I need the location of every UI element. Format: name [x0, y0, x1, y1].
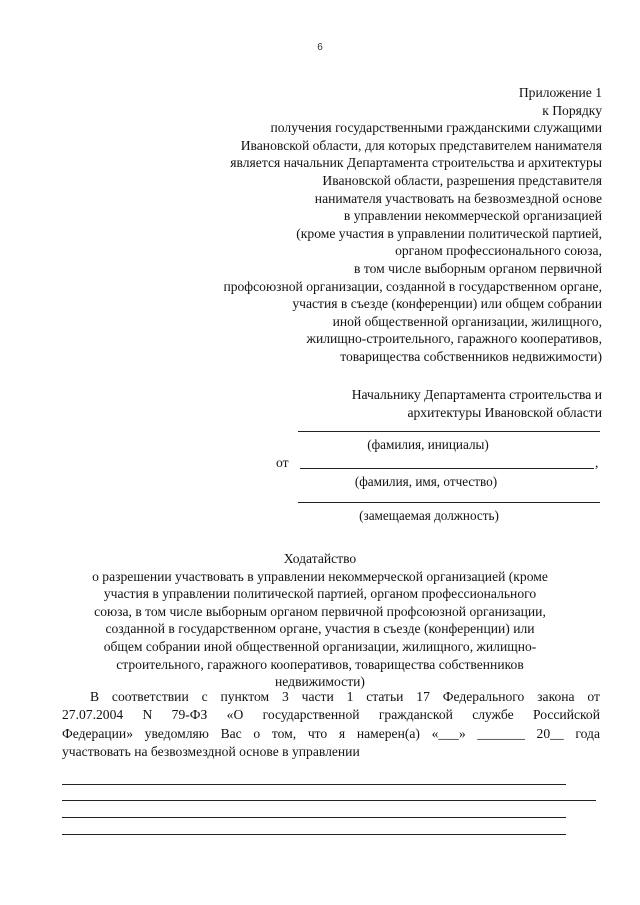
body-line: В соответствии с пунктом 3 части 1 статьи 17 Федерального закона от: [90, 689, 600, 704]
appendix-line: является начальник Департамента строительства и архитектуры: [230, 155, 602, 171]
blank-line-2[interactable]: [62, 800, 596, 801]
appendix-line: товарищества собственников недвижимости): [340, 348, 602, 364]
blank-line-1[interactable]: [62, 784, 566, 785]
body-line: 27.07.2004 N 79-ФЗ «О государственной гражданской службе Российской: [62, 707, 600, 723]
appendix-line: к Порядку: [542, 102, 602, 118]
petition-subtitle-line: союза, в том числе выборным органом первичной профсоюзной организации,: [94, 603, 546, 619]
initials-caption: (фамилия, инициалы): [367, 437, 489, 452]
from-field-line[interactable]: [300, 468, 594, 469]
body-line: участвовать на безвозмездной основе в управлении: [62, 744, 360, 760]
appendix-line: в управлении некоммерческой организацией: [343, 208, 602, 224]
appendix-line: в том числе выборным органом первичной: [354, 260, 602, 276]
petition-subtitle-line: общем собрании иной общественной организации, жилищного, жилищно-: [103, 638, 537, 654]
addressee-block: [182, 386, 602, 422]
appendix-line: профсоюзной организации, созданной в государственном органе,: [223, 278, 602, 294]
appendix-line: Приложение 1: [518, 85, 602, 100]
petition-subtitle-line: созданной в государственном органе, участия в съезде (конференции) или: [105, 621, 535, 637]
appendix-line: Ивановской области, для которых представителем нанимателя: [240, 137, 602, 153]
position-field-line[interactable]: [298, 502, 600, 503]
petition-subtitle-line: недвижимости): [275, 674, 365, 690]
position-caption: (замещаемая должность): [359, 508, 499, 523]
petition-subtitle-line: участия в управлении политической партией, органом профессионального: [103, 586, 537, 602]
addressee-line: Начальнику Департамента строительства и: [351, 387, 602, 402]
appendix-line: участия в съезде (конференции) или общем собрании: [292, 296, 602, 312]
petition-subtitle-line: строительного, гаражного кооперативов, товарищества собственников: [116, 656, 524, 672]
petition-title: Ходатайство: [283, 551, 357, 566]
from-comma: ,: [595, 455, 599, 470]
blank-line-3[interactable]: [62, 817, 566, 818]
page-number: 6: [317, 42, 323, 53]
petition-body: [62, 688, 600, 762]
appendix-line: Ивановской области, разрешения представителя: [322, 172, 602, 188]
initials-field-line[interactable]: [298, 431, 600, 432]
appendix-line: нанимателя участвовать на безвозмездной основе: [314, 190, 602, 206]
petition-title-block: [60, 550, 580, 691]
body-line: Федерации» уведомляю Вас о том, что я намерен(а) «___» _______ 20__ года: [62, 725, 600, 741]
fullname-caption: (фамилия, имя, отчество): [354, 474, 498, 489]
appendix-line: получения государственными гражданскими служащими: [270, 120, 602, 136]
appendix-header: [122, 84, 602, 366]
appendix-line: иной общественной организации, жилищного,: [332, 313, 602, 329]
from-label: от: [276, 455, 289, 470]
appendix-line: (кроме участия в управлении политической партией,: [296, 225, 602, 241]
blank-line-4[interactable]: [62, 834, 566, 835]
appendix-line: жилищно-строительного, гаражного кооперативов,: [306, 331, 602, 347]
appendix-line: органом профессионального союза,: [395, 243, 602, 259]
addressee-line: архитектуры Ивановской области: [407, 405, 602, 420]
petition-subtitle-line: о разрешении участвовать в управлении некоммерческой организацией (кроме: [92, 568, 548, 584]
